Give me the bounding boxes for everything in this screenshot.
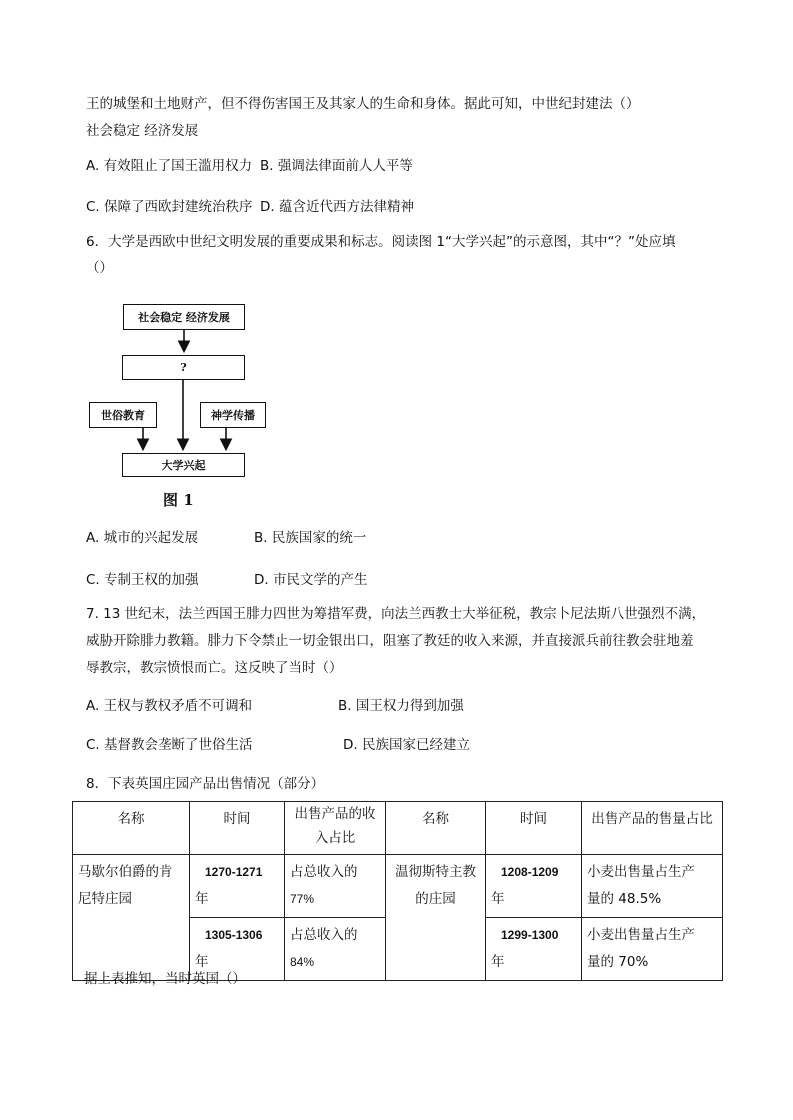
- q6-stem-line-2: （）: [86, 260, 113, 276]
- q7-option-b: B. 国王权力得到加强: [338, 698, 464, 714]
- year-label: 年: [195, 891, 209, 907]
- income-share-value: 77%: [290, 892, 315, 906]
- q8-stem-line: 8．下表英国庄园产品出售情况（部分）: [86, 776, 325, 792]
- header-name-1: 名称: [73, 802, 190, 855]
- header-sales-share: 出售产品的售量占比: [582, 802, 723, 855]
- table-row: [73, 855, 723, 918]
- diagram-box-secular-education: 世俗教育: [89, 402, 157, 428]
- header-time-1: 时间: [190, 802, 285, 855]
- time-range: 1270-1271: [205, 865, 263, 879]
- q5-option-a: A. 有效阻止了国王滥用权力: [86, 158, 253, 174]
- q5-option-c: C. 保障了西欧封建统治秩序: [86, 199, 253, 215]
- time-range: 1299-1300: [501, 928, 559, 942]
- header-time-2: 时间: [486, 802, 582, 855]
- q7-option-a: A. 王权与教权矛盾不可调和: [86, 698, 253, 714]
- header-income-share: 出售产品的收入占比: [285, 802, 386, 855]
- header-name-2: 名称: [386, 802, 486, 855]
- sales-share-cell: [582, 918, 723, 981]
- table-header-row: [73, 802, 723, 855]
- income-share-text: 占总收入的: [290, 864, 358, 880]
- income-share-cell: [285, 855, 386, 918]
- q7-option-c: C. 基督教会垄断了世俗生活: [86, 737, 253, 753]
- q7-stem-line-2: 威胁开除腓力教籍。腓力下令禁止一切金银出口，阻塞了教廷的收入来源，并直接派兵前往教会驻地羞: [86, 633, 694, 649]
- diagram-box-question: ?: [122, 355, 245, 380]
- q6-option-b: B. 民族国家的统一: [254, 530, 367, 546]
- estate-kennet: 马歇尔伯爵的肯尼特庄园: [73, 855, 190, 981]
- diagram-box-theology: 神学传播: [200, 402, 266, 428]
- income-share-cell: [285, 918, 386, 981]
- q5-option-b: B. 强调法律面前人人平等: [260, 158, 413, 174]
- year-label: 年: [491, 891, 505, 907]
- q6-option-a: A. 城市的兴起发展: [86, 530, 199, 546]
- estate-winchester: 温彻斯特主教的庄园: [386, 855, 486, 981]
- income-share-value: 84%: [290, 955, 315, 969]
- q6-option-c: C. 专制王权的加强: [86, 572, 199, 588]
- estate-sales-table: [72, 801, 723, 981]
- sales-share-text: 小麦出售量占生产: [587, 927, 695, 943]
- time-range: 1305-1306: [205, 928, 263, 942]
- q8-follow-up: 据上表推知，当时英国（）: [84, 971, 246, 987]
- q6-option-d: D. 市民文学的产生: [254, 572, 368, 588]
- q7-stem-line: 7. 13 世纪末，法兰西国王腓力四世为筹措军费，向法兰西教士大举征税，教宗卜尼法斯八世强烈不满，: [86, 606, 706, 622]
- sales-share-text: 小麦出售量占生产: [587, 864, 695, 880]
- figure-caption: 图 1: [163, 491, 194, 509]
- sales-share-value: 量的 48.5%: [587, 891, 662, 907]
- time-range: 1208-1209: [501, 865, 559, 879]
- q7-option-d: D. 民族国家已经建立: [343, 737, 470, 753]
- sales-share-cell: [582, 855, 723, 918]
- diagram-box-university: 大学兴起: [122, 453, 245, 477]
- time-cell: [190, 855, 285, 918]
- year-label: 年: [491, 954, 505, 970]
- q5-stem-line: 王的城堡和土地财产，但不得伤害国王及其家人的生命和身体。据此可知，中世纪封建法（）: [86, 96, 640, 112]
- q6-stem-line: 6．大学是西欧中世纪文明发展的重要成果和标志。阅读图 1“大学兴起”的示意图，其中“？”处应填: [86, 234, 676, 250]
- year-label: 年: [195, 954, 209, 970]
- time-cell: [486, 855, 582, 918]
- q5-option-d: D. 蕴含近代西方法律精神: [260, 199, 414, 215]
- time-cell: [486, 918, 582, 981]
- sales-share-value: 量的 70%: [587, 954, 649, 970]
- diagram-box-top: 社会稳定 经济发展: [123, 304, 245, 330]
- q7-stem-line-3: 辱教宗，教宗愤恨而亡。这反映了当时（）: [86, 660, 343, 676]
- income-share-text: 占总收入的: [290, 927, 358, 943]
- q5-stem-line-2: 社会稳定 经济发展: [86, 123, 199, 139]
